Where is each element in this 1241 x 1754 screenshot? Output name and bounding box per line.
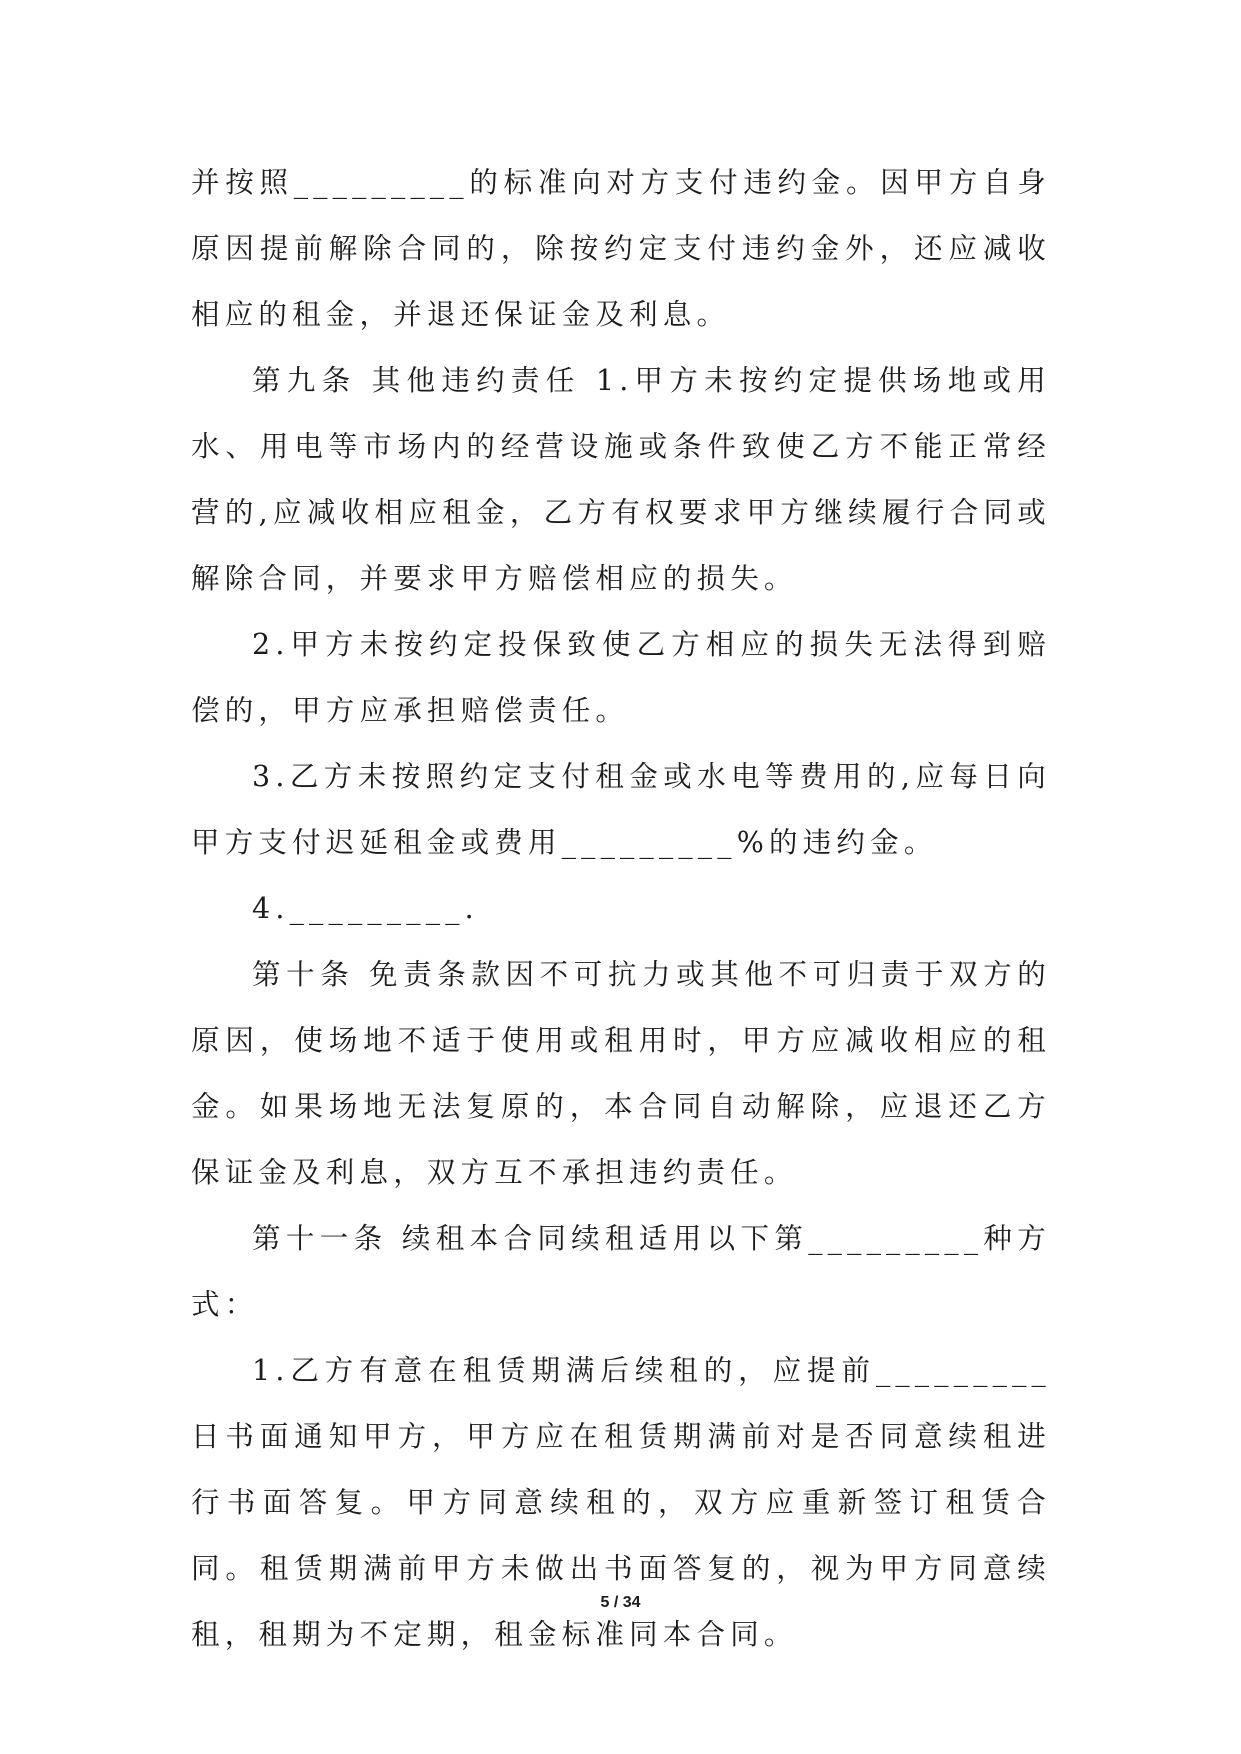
- paragraph-penalty-standard: 并按照_________的标准向对方支付违约金。因甲方自身原因提前解除合同的，除按约定支付违约金外，还应减收相应的租金，并退还保证金及利息。: [191, 166, 1051, 331]
- paragraph-article-9-item-2: 2.甲方未按约定投保致使乙方相应的损失无法得到赔偿的，甲方应承担赔偿责任。: [191, 628, 1051, 727]
- paragraph-article-9-item-4: 4._________.: [252, 892, 479, 925]
- document-body: [191, 150, 1051, 1668]
- paragraph-article-10: 第十条 免责条款因不可抗力或其他不可归责于双方的原因，使场地不适于使用或租用时，甲方应减收相应的租金。如果场地无法复原的，本合同自动解除，应退还乙方保证金及利息，双方互不承担违约责任。: [191, 958, 1051, 1189]
- paragraph-article-9: 第九条 其他违约责任 1.甲方未按约定提供场地或用水、用电等市场内的经营设施或条件致使乙方不能正常经营的,应减收相应租金，乙方有权要求甲方继续履行合同或解除合同，并要求甲方赔偿相应的损失。: [191, 364, 1051, 595]
- page-number: 5 / 34: [600, 1594, 641, 1611]
- paragraph-article-11: 第十一条 续租本合同续租适用以下第_________种方式：: [191, 1222, 1051, 1321]
- paragraph-article-11-item-1: 1.乙方有意在租赁期满后续租的，应提前_________日书面通知甲方，甲方应在租赁期满前对是否同意续租进行书面答复。甲方同意续租的，双方应重新签订租赁合同。租赁期满前甲方未做出书面答复的，视为甲方同意续租，租期为不定期，租金标准同本合同。: [191, 1354, 1051, 1651]
- paragraph-article-9-item-3: 3.乙方未按照约定支付租金或水电等费用的,应每日向甲方支付迟延租金或费用_________%的违约金。: [191, 760, 1051, 859]
